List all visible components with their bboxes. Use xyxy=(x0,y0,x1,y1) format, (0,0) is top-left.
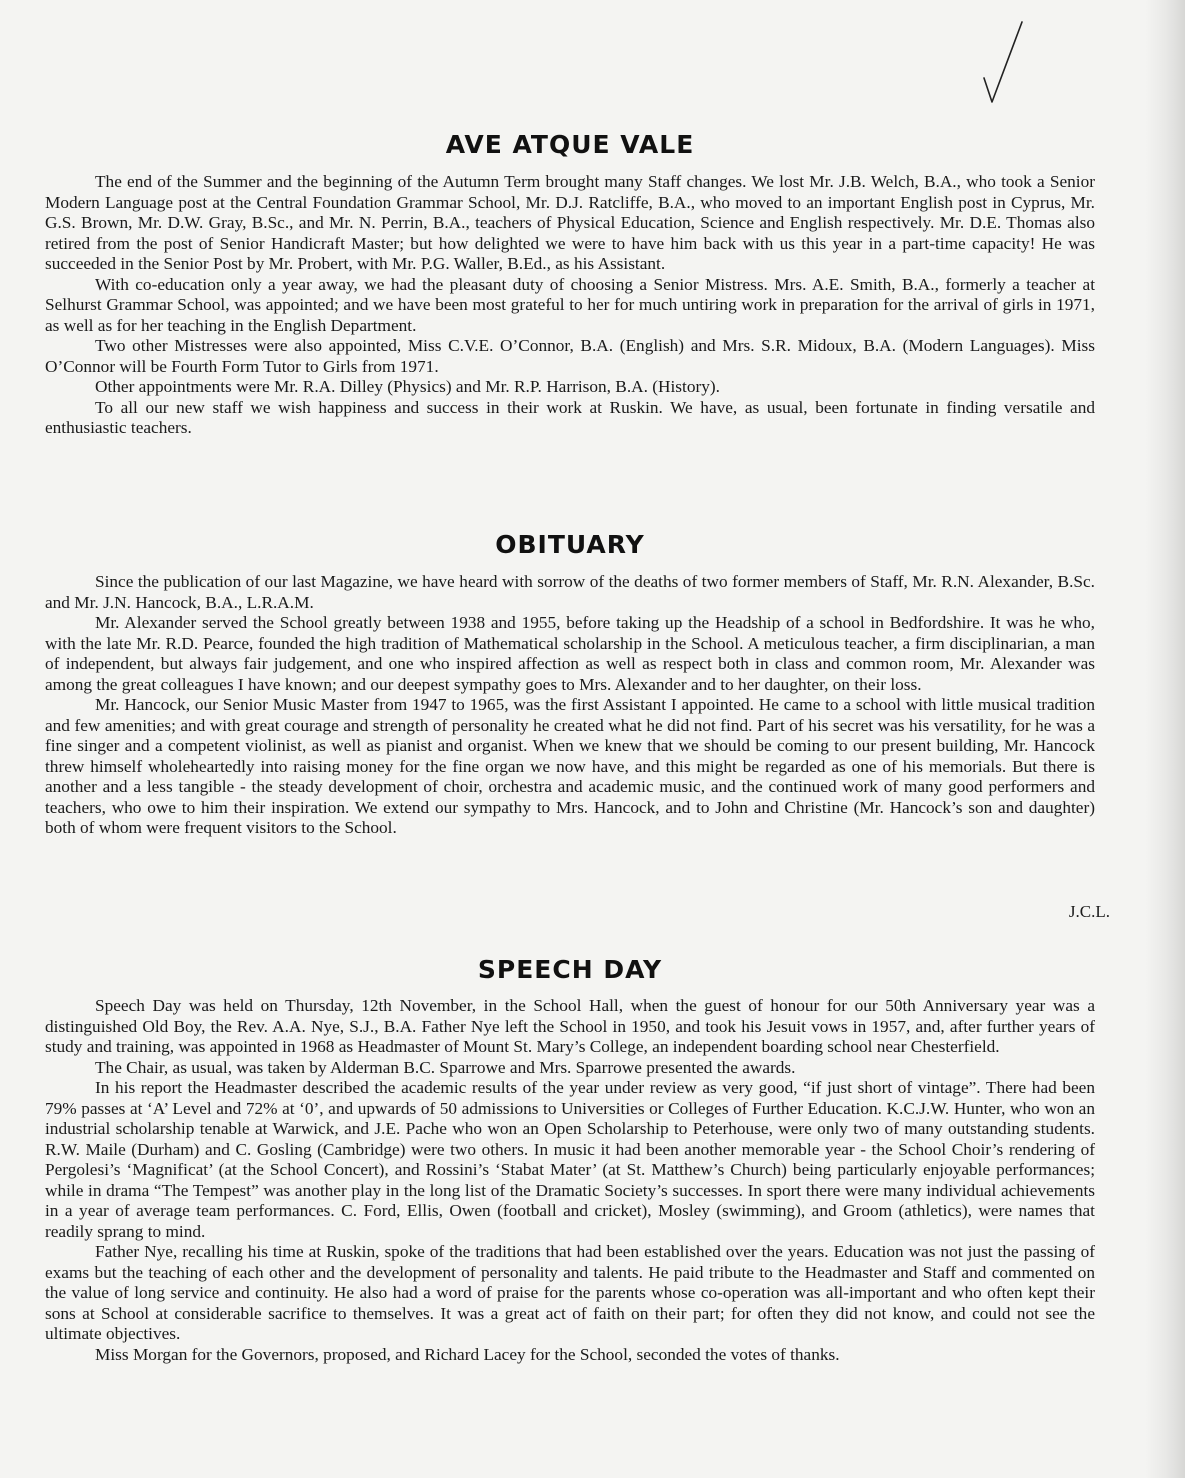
paragraph: The end of the Summer and the beginning of the Autumn Term brought many Staff changes. We lost Mr. J.B. Welch, B.A., who took a Senior Modern Language post at the Central Foundation Grammar School, Mr. D.J. Ratcliffe, B.A., who moved to an important English post in Cyprus, Mr. G.S. Brown, Mr. D.W. Gray, B.Sc., and Mr. N. Perrin, B.A., teachers of Physical Education, Science and English respectively. Mr. D.E. Thomas also retired from the post of Senior Handicraft Master; but how delighted we were to have him back with us this year in a part-time capacity! He was succeeded in the Senior Post by Mr. Probert, with Mr. P.G. Waller, B.Ed., as his Assistant. xyxy=(45,172,1095,273)
paragraph: Two other Mistresses were also appointed, Miss C.V.E. O’Connor, B.A. (English) and Mrs. S.R. Midoux, B.A. (Modern Languages). Miss O’Connor will be Fourth Form Tutor to Girls from 1971. xyxy=(45,336,1095,376)
page-edge-shadow xyxy=(1145,0,1185,1478)
paragraph: Speech Day was held on Thursday, 12th November, in the School Hall, when the guest of honour for our 50th Anniversary year was a distinguished Old Boy, the Rev. A.A. Nye, S.J., B.A. Father Nye left the School in 1950, and took his Jesuit vows in 1957, and, after further years of study and training, was appointed in 1968 as Headmaster of Mount St. Mary’s College, an independent boarding school near Chesterfield. xyxy=(45,996,1095,1056)
paragraph: To all our new staff we wish happiness and success in their work at Ruskin. We have, as usual, been fortunate in finding versatile and enthusiastic teachers. xyxy=(45,397,1095,437)
paragraph: In his report the Headmaster described the academic results of the year under review as very good, “if just short of vintage”. There had been 79% passes at ‘A’ Level and 72% at ‘0’, and upwards of 50 admissions to Universities or Colleges of Further Education. K.C.J.W. Hunter, who won an industrial scholarship tenable at Warwick, and J.E. Pache who won an Open Scholarship to Peterhouse, were only two of many outstanding students. R.W. Maile (Durham) and C. Gosling (Cambridge) were two others. In music it had been another memorable year - the School Choir’s rendering of Pergolesi’s ‘Magnificat’ (at the School Concert), and Rossini’s ‘Stabat Mater’ (at St. Matthew’s Church) being particularly enjoyable performances; while in drama “The Tempest” was another play in the long list of the Dramatic Society’s successes. In sport there were many individual achievements in a year of average team performances. C. Ford, Ellis, Owen (football and cricket), Mosley (swimming), and Groom (athletics), were names that readily sprang to mind. xyxy=(45,1078,1095,1241)
paragraph: Since the publication of our last Magazine, we have heard with sorrow of the deaths of two former members of Staff, Mr. R.N. Alexander, B.Sc. and Mr. J.N. Hancock, B.A., L.R.A.M. xyxy=(45,572,1095,612)
paragraph: Mr. Hancock, our Senior Music Master from 1947 to 1965, was the first Assistant I appointed. He came to a school with little musical tradition and few amenities; and with great courage and strength of personality he created what he did not find. Part of his secret was his versatility, for he was a fine singer and a competent violinist, as well as pianist and organist. When we knew that we should be coming to our present building, Mr. Hancock threw himself wholeheartedly into raising money for the fine organ we now have, and this might be regarded as one of his memorials. But there is another and a less tangible - the steady development of choir, orchestra and academic music, and the continued work of many good performers and teachers, who owe to him their inspiration. We extend our sympathy to Mrs. Hancock, and to John and Christine (Mr. Hancock’s son and daughter) both of whom were frequent visitors to the School. xyxy=(45,695,1095,837)
section-body-obituary xyxy=(45,572,1095,839)
paragraph: The Chair, as usual, was taken by Alderman B.C. Sparrowe and Mrs. Sparrowe presented the awards. xyxy=(95,1057,796,1077)
paragraph: Mr. Alexander served the School greatly between 1938 and 1955, before taking up the Headship of a school in Bedfordshire. It was he who, with the late Mr. R.D. Pearce, founded the high tradition of Mathematical scholarship in the School. A meticulous teacher, a firm disciplinarian, a man of independent, but always fair judgement, and one who inspired affection as well as respect both in class and common room, Mr. Alexander was among the great colleagues I have known; and our deepest sympathy goes to Mrs. Alexander and to her daughter, on their loss. xyxy=(45,613,1095,694)
paragraph: Other appointments were Mr. R.A. Dilley (Physics) and Mr. R.P. Harrison, B.A. (History). xyxy=(95,377,720,396)
paragraph: With co-education only a year away, we had the pleasant duty of choosing a Senior Mistress. Mrs. A.E. Smith, B.A., formerly a teacher at Selhurst Grammar School, was appointed; and we have been most grateful to her for much untiring work in preparation for the arrival of girls in 1971, as well as for her teaching in the English Department. xyxy=(45,274,1095,335)
section-body-ave-atque-vale xyxy=(45,172,1095,439)
section-title-speech-day: SPEECH DAY xyxy=(477,955,663,984)
section-title-ave-atque-vale: AVE ATQUE VALE xyxy=(445,130,695,159)
paragraph: Father Nye, recalling his time at Ruskin, spoke of the traditions that had been established over the years. Education was not just the passing of exams but the teaching of each other and the development of personality and talents. He paid tribute to the Headmaster and Staff and commented on the value of long service and continuity. He also had a word of praise for the parents whose co-operation was all-important and who often kept their sons at School at considerable sacrifice to themselves. It was a great act of faith on their part; for often they did not know, and could not see the ultimate objectives. xyxy=(45,1242,1095,1343)
author-initials: J.C.L. xyxy=(1068,902,1110,921)
paragraph: Miss Morgan for the Governors, proposed, and Richard Lacey for the School, seconded the votes of thanks. xyxy=(95,1344,840,1364)
section-title-obituary: OBITUARY xyxy=(495,530,645,559)
section-body-speech-day xyxy=(45,996,1095,1365)
checkmark-icon xyxy=(978,18,1028,108)
